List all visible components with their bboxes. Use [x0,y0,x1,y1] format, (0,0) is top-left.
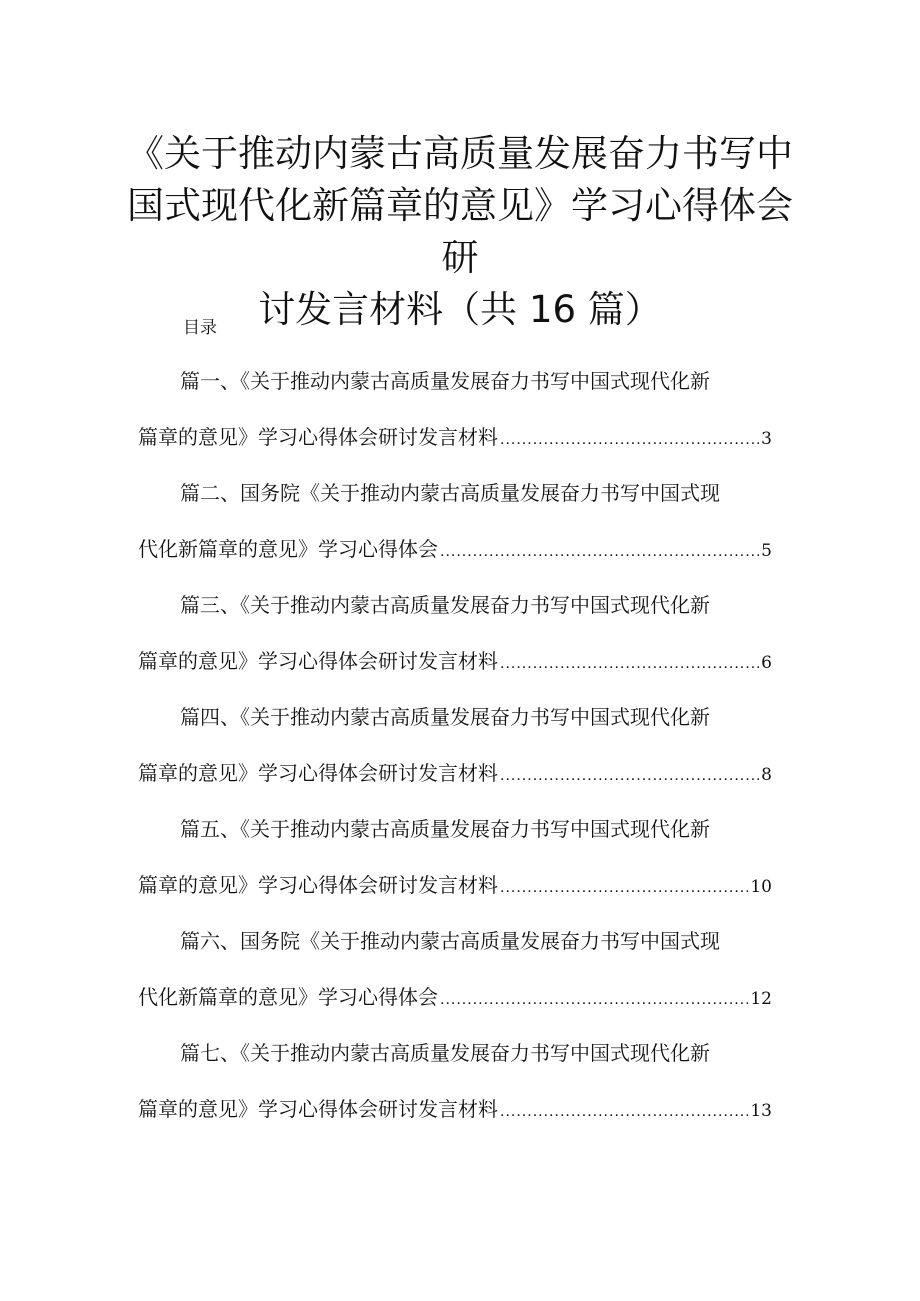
toc-entry-title: 篇二、国务院《关于推动内蒙古高质量发展奋力书写中国式现 [180,481,720,505]
toc-entry[interactable] [138,800,778,912]
toc-entry-title: 篇五、《关于推动内蒙古高质量发展奋力书写中国式现代化新 [180,817,710,841]
toc-page-number: 12 [750,989,772,1009]
toc-entry-title-cont: 篇章的意见》学习心得体会研讨发言材料 [138,873,498,897]
dot-leader [440,544,759,560]
toc-entry-title: 篇一、《关于推动内蒙古高质量发展奋力书写中国式现代化新 [180,369,710,393]
toc-entry-title-cont: 篇章的意见》学习心得体会研讨发言材料 [138,425,498,449]
toc-entry-continuation [138,1093,772,1122]
table-of-contents [138,352,778,1136]
toc-entry-title: 篇三、《关于推动内蒙古高质量发展奋力书写中国式现代化新 [180,593,710,617]
toc-entry[interactable] [138,352,778,464]
toc-entry[interactable] [138,688,778,800]
dot-leader [500,880,748,896]
toc-entry-continuation [138,421,772,450]
toc-page-number: 13 [750,1101,772,1121]
toc-entry[interactable] [138,464,778,576]
title-line: 国式现代化新篇章的意见》学习心得体会研 [127,184,793,279]
dot-leader [440,992,748,1008]
dot-leader [500,656,759,672]
toc-entry-title-cont: 代化新篇章的意见》学习心得体会 [138,537,438,561]
title-line: 讨发言材料（共 16 篇） [258,288,662,331]
toc-entry-title: 篇七、《关于推动内蒙古高质量发展奋力书写中国式现代化新 [180,1041,710,1065]
toc-entry-title-cont: 代化新篇章的意见》学习心得体会 [138,985,438,1009]
toc-page-number: 5 [761,541,772,561]
toc-entry-continuation [138,981,772,1010]
dot-leader [500,1104,748,1120]
dot-leader [500,432,759,448]
toc-page-number: 8 [761,765,772,785]
toc-entry[interactable] [138,912,778,1024]
toc-entry-title-cont: 篇章的意见》学习心得体会研讨发言材料 [138,649,498,673]
toc-entry-continuation [138,533,772,562]
toc-entry-title-cont: 篇章的意见》学习心得体会研讨发言材料 [138,761,498,785]
toc-page-number: 6 [761,653,772,673]
toc-entry-title: 篇六、国务院《关于推动内蒙古高质量发展奋力书写中国式现 [180,929,720,953]
dot-leader [500,768,759,784]
toc-entry-continuation [138,645,772,674]
toc-heading: 目录 [183,318,217,338]
toc-entry-continuation [138,869,772,898]
toc-entry[interactable] [138,1024,778,1136]
toc-entry[interactable] [138,576,778,688]
title-line: 《关于推动内蒙古高质量发展奋力书写中 [127,132,793,175]
document-title [120,128,800,336]
toc-entry-title-cont: 篇章的意见》学习心得体会研讨发言材料 [138,1097,498,1121]
toc-page-number: 10 [750,877,772,897]
toc-page-number: 3 [761,429,772,449]
toc-entry-continuation [138,757,772,786]
toc-entry-title: 篇四、《关于推动内蒙古高质量发展奋力书写中国式现代化新 [180,705,710,729]
